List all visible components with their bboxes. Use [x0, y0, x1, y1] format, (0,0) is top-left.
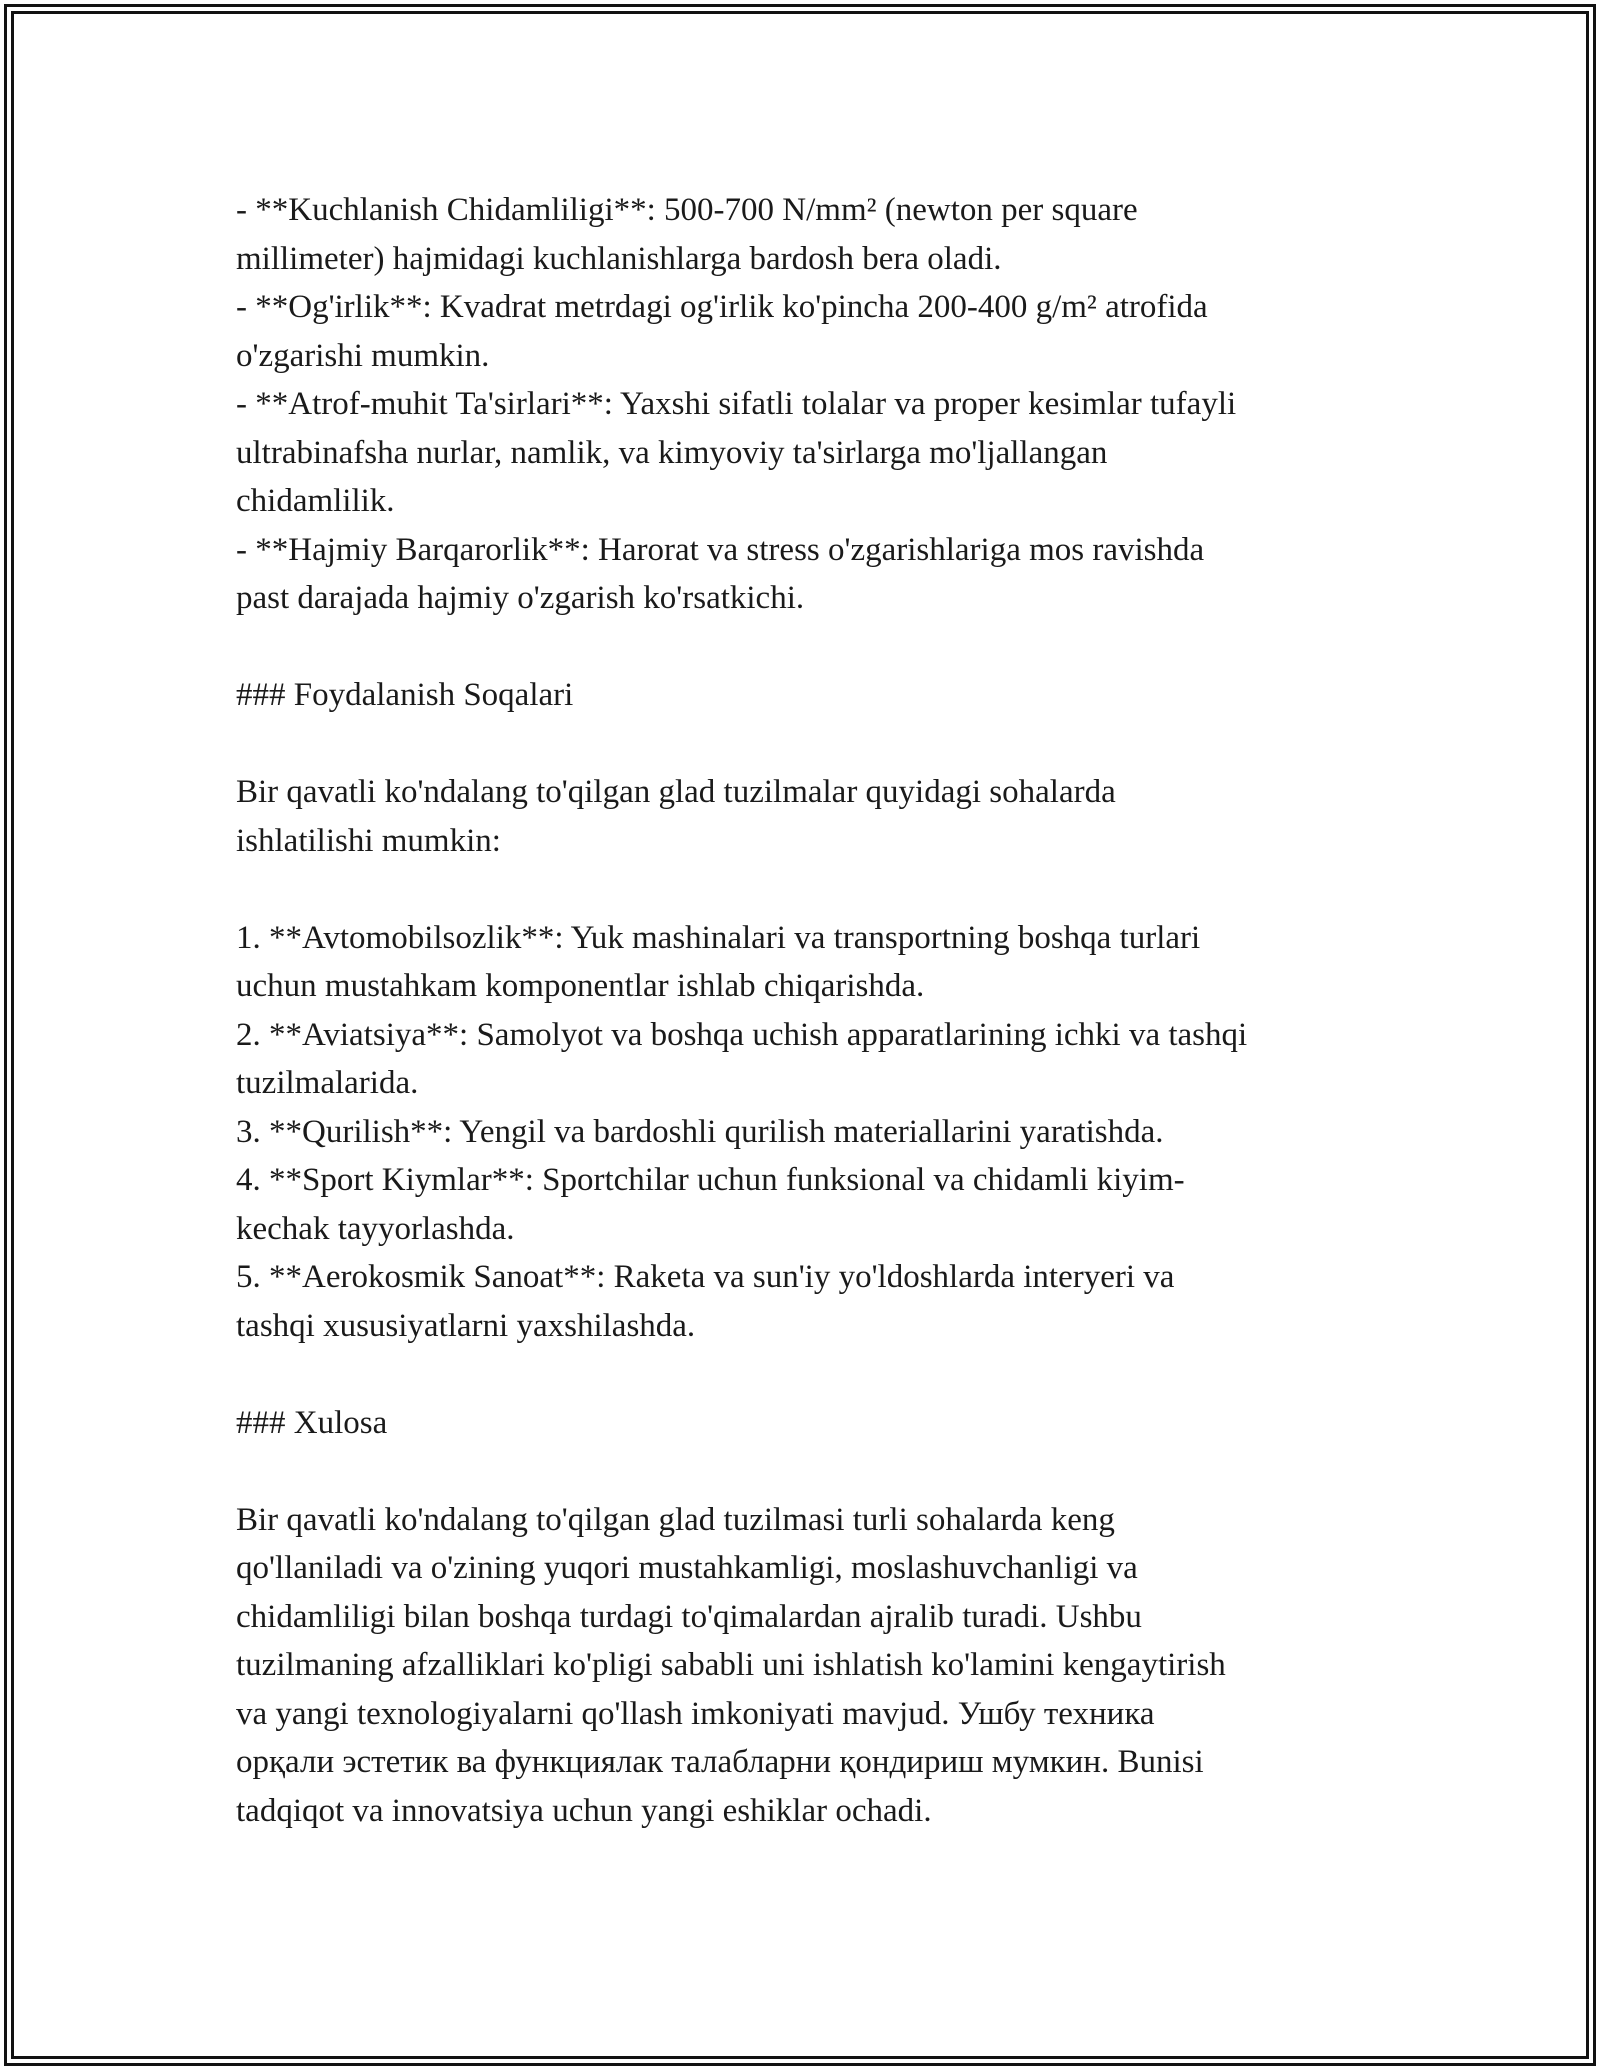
text-line: past darajada hajmiy o'zgarish ko'rsatkichi. — [236, 580, 805, 616]
usage-intro-paragraph — [236, 768, 1386, 865]
list-item — [236, 186, 1386, 283]
text-line: орқали эстетик ва функциялак талабларни қондириш мумкин. Bunisi — [236, 1744, 1204, 1780]
section-heading-usage — [236, 671, 1386, 720]
text-line: - **Atrof-muhit Ta'sirlari**: Yaxshi sifatli tolalar va proper kesimlar tufayli — [236, 386, 1237, 422]
text-line: va yangi texnologiyalarni qo'llash imkoniyati mavjud. Ушбу техника — [236, 1695, 1155, 1732]
text-line: Bir qavatli ko'ndalang to'qilgan glad tuzilmalar quyidagi sohalarda — [236, 774, 1116, 810]
text-line: tadqiqot va innovatsiya uchun yangi eshiklar ochadi. — [236, 1792, 932, 1829]
heading-text: ### Foydalanish Soqalari — [236, 677, 574, 713]
text-line: qo'llaniladi va o'zining yuqori mustahkamligi, moslashuvchanligi va — [236, 1550, 1138, 1586]
text-line: ultrabinafsha nurlar, namlik, va kimyoviy ta'sirlarga mo'ljallangan — [236, 434, 1108, 471]
list-item — [236, 1156, 1386, 1253]
text-line: ishlatilishi mumkin: — [236, 822, 501, 859]
text-line: 3. **Qurilish**: Yengil va bardoshli qurilish materiallarini yaratishda. — [236, 1113, 1164, 1150]
text-line: 5. **Aerokosmik Sanoat**: Raketa va sun'iy yo'ldoshlarda interyeri va — [236, 1259, 1175, 1295]
text-line: - **Og'irlik**: Kvadrat metrdagi og'irlik ko'pincha 200-400 g/m² atrofida — [236, 289, 1208, 325]
usage-list — [236, 914, 1386, 1351]
paragraph-spacer — [236, 623, 1386, 672]
paragraph-spacer — [236, 720, 1386, 769]
text-line: kechak tayyorlashda. — [236, 1210, 515, 1247]
text-line: tuzilmalarida. — [236, 1065, 419, 1101]
list-item — [236, 380, 1386, 526]
text-line: - **Hajmiy Barqarorlik**: Harorat va stress o'zgarishlariga mos ravishda — [236, 531, 1205, 568]
list-item — [236, 1108, 1386, 1157]
text-line: millimeter) hajmidagi kuchlanishlarga bardosh bera oladi. — [236, 240, 1002, 277]
conclusion-paragraph — [236, 1496, 1386, 1836]
text-line: chidamliligi bilan boshqa turdagi to'qimalardan ajralib turadi. Ushbu — [236, 1598, 1142, 1635]
paragraph-spacer — [236, 1350, 1386, 1399]
paragraph-spacer — [236, 1447, 1386, 1496]
list-item — [236, 1011, 1386, 1108]
list-item — [236, 1253, 1386, 1350]
list-item — [236, 914, 1386, 1011]
text-line: o'zgarishi mumkin. — [236, 337, 490, 374]
list-item — [236, 526, 1386, 623]
text-line: uchun mustahkam komponentlar ishlab chiqarishda. — [236, 968, 925, 1004]
text-line: 4. **Sport Kiymlar**: Sportchilar uchun funksional va chidamli kiyim- — [236, 1162, 1185, 1198]
paragraph-spacer — [236, 865, 1386, 914]
section-heading-conclusion — [236, 1399, 1386, 1448]
heading-text: ### Xulosa — [236, 1404, 388, 1441]
text-line: 2. **Aviatsiya**: Samolyot va boshqa uchish apparatlarining ichki va tashqi — [236, 1016, 1248, 1053]
text-line: - **Kuchlanish Chidamliligi**: 500-700 N/mm² (newton per square — [236, 192, 1138, 228]
text-line: chidamlilik. — [236, 483, 395, 519]
text-line: 1. **Avtomobilsozlik**: Yuk mashinalari va transportning boshqa turlari — [236, 919, 1201, 956]
text-line: tuzilmaning afzalliklari ko'pligi sababli uni ishlatish ko'lamini kengaytirish — [236, 1647, 1226, 1683]
properties-list — [236, 186, 1386, 623]
text-line: tashqi xususiyatlarni yaxshilashda. — [236, 1307, 696, 1344]
list-item — [236, 283, 1386, 380]
document-body — [236, 186, 1386, 1835]
text-line: Bir qavatli ko'ndalang to'qilgan glad tuzilmasi turli sohalarda keng — [236, 1501, 1115, 1538]
